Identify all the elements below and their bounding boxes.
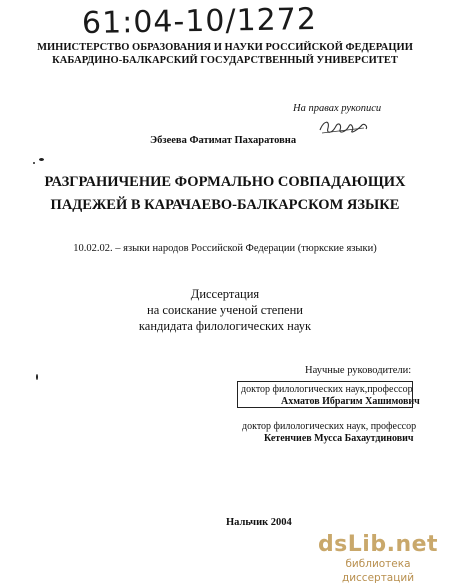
second-supervisor-name: Кетенчиев Мусса Бахаутдинович — [264, 433, 414, 444]
first-supervisor-name: Ахматов Ибрагим Хашимович — [281, 395, 420, 407]
scan-speck — [36, 374, 38, 380]
scan-speck — [33, 162, 35, 164]
author-name: Эбзеева Фатимат Пахаратовна — [150, 135, 297, 146]
dslib-watermark — [312, 533, 444, 585]
second-supervisor-degree: доктор филологических наук, профессор — [242, 421, 417, 432]
dissertation-title-line2: ПАДЕЖЕЙ В КАРАЧАЕВО-БАЛКАРСКОМ ЯЗЫКЕ — [50, 197, 400, 213]
watermark-logo: dsLib.net — [317, 532, 439, 557]
scan-speck — [39, 158, 44, 161]
city-year: Нальчик 2004 — [226, 517, 292, 528]
university-name: КАБАРДИНО-БАЛКАРСКИЙ ГОСУДАРСТВЕННЫЙ УНИВЕРСИТЕТ — [52, 55, 398, 66]
first-supervisor-box — [237, 381, 420, 408]
manuscript-note: На правах рукописи — [293, 103, 382, 114]
work-type: Диссертация — [190, 287, 260, 301]
degree-name: кандидата филологических наук — [138, 319, 312, 333]
watermark-subtitle: библиотека диссертаций — [341, 558, 415, 584]
degree-purpose: на соискание ученой степени — [147, 303, 303, 317]
supervisors-heading: Научные руководители: — [305, 365, 412, 376]
dissertation-title-line1: РАЗГРАНИЧЕНИЕ ФОРМАЛЬНО СОВПАДАЮЩИХ — [44, 174, 406, 190]
signature-icon — [316, 116, 376, 140]
specialty-code: 10.02.02. – языки народов Российской Федерации (тюркские языки) — [73, 243, 377, 254]
ministry-name: МИНИСТЕРСТВО ОБРАЗОВАНИЯ И НАУКИ РОССИЙСКОЙ ФЕДЕРАЦИИ — [37, 42, 413, 53]
archive-code-handwritten: 61:04-10/1272 — [81, 1, 318, 42]
first-supervisor-degree: доктор филологических наук,профессор — [241, 384, 413, 395]
